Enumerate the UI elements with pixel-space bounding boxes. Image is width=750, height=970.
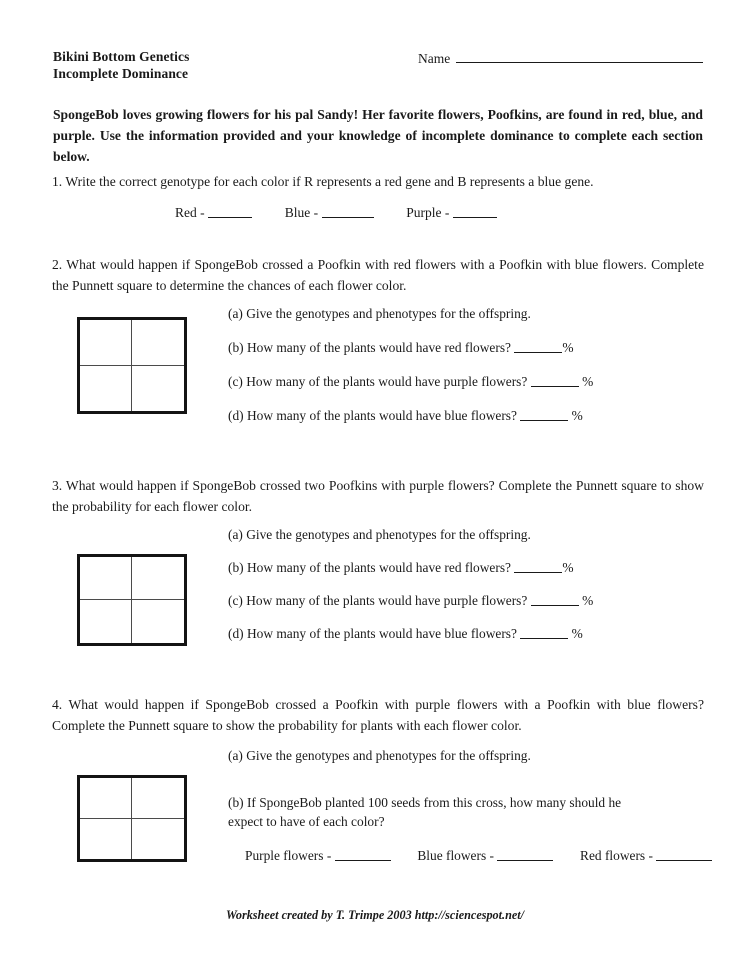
q1-blue-blank[interactable]: [322, 205, 374, 218]
question-3-text: 3. What would happen if SpongeBob crossed two Poofkins with purple flowers? Complete the Punnett square to show the probability for each flower color.: [52, 478, 704, 514]
question-4-text: 4. What would happen if SpongeBob crossed a Poofkin with purple flowers with a Poofkin with blue flowers? Complete the Punnett square to show the probability for plants with each flower color.: [52, 697, 704, 733]
question-4-subitems: [228, 747, 704, 832]
q2-purple-percent-blank[interactable]: [531, 374, 579, 387]
q1-purple-label: Purple -: [406, 205, 450, 220]
q3-sub-c-label: (c) How many of the plants would have purple flowers?: [228, 593, 528, 608]
q2-blue-percent-blank[interactable]: [520, 408, 568, 421]
q4-purple-blank[interactable]: [335, 848, 391, 861]
punnett-cell[interactable]: [80, 320, 132, 366]
punnett-cell[interactable]: [80, 778, 132, 819]
q4-sub-b-line-2: expect to have of each color?: [228, 814, 385, 829]
q3-purple-percent-blank[interactable]: [531, 593, 579, 606]
punnett-square-q4[interactable]: [77, 775, 187, 862]
punnett-cell[interactable]: [132, 366, 184, 412]
punnett-cell[interactable]: [80, 557, 132, 600]
q2-sub-b-label: (b) How many of the plants would have red flowers?: [228, 340, 511, 355]
punnett-square-q3[interactable]: [77, 554, 187, 646]
q2-purple-percent-symbol: %: [582, 374, 594, 389]
punnett-cell[interactable]: [132, 557, 184, 600]
punnett-cell[interactable]: [132, 778, 184, 819]
footer-credit: Worksheet created by T. Trimpe 2003 http://sciencespot.net/: [225, 908, 525, 922]
punnett-cell[interactable]: [80, 600, 132, 643]
q2-red-percent-blank[interactable]: [514, 340, 562, 353]
title-line-1: Bikini Bottom Genetics: [53, 49, 190, 64]
q4-red-label: Red flowers -: [580, 848, 653, 863]
q3-sub-a: (a) Give the genotypes and phenotypes for the offspring.: [228, 527, 531, 542]
q3-blue-percent-symbol: %: [571, 626, 583, 641]
punnett-square-q2[interactable]: [77, 317, 187, 414]
q2-sub-d-label: (d) How many of the plants would have blue flowers?: [228, 408, 517, 423]
q3-red-percent-symbol: %: [562, 560, 574, 575]
q2-red-percent-symbol: %: [562, 340, 574, 355]
intro-paragraph: SpongeBob loves growing flowers for his pal Sandy! Her favorite flowers, Poofkins, are found in red, blue, and purple. Use the information provided and your knowledge of incomplete dominance to complete each section below.: [53, 107, 703, 164]
page-header: [53, 48, 703, 82]
q2-sub-c-label: (c) How many of the plants would have purple flowers?: [228, 374, 528, 389]
name-input-line[interactable]: [456, 49, 703, 63]
q3-red-percent-blank[interactable]: [514, 560, 562, 573]
title-line-2: Incomplete Dominance: [53, 66, 189, 81]
q4-red-blank[interactable]: [656, 848, 712, 861]
question-2-text: 2. What would happen if SpongeBob crossed a Poofkin with red flowers with a Poofkin with blue flowers. Complete the Punnett square to determine the chances of each flower color.: [52, 257, 704, 293]
q3-purple-percent-symbol: %: [582, 593, 594, 608]
punnett-cell[interactable]: [80, 819, 132, 860]
q1-purple-blank[interactable]: [453, 205, 497, 218]
q4-blue-label: Blue flowers -: [417, 848, 494, 863]
q4-purple-label: Purple flowers -: [245, 848, 332, 863]
q3-sub-d: [228, 625, 704, 658]
q4-sub-a: (a) Give the genotypes and phenotypes for the offspring.: [228, 748, 531, 763]
q2-sub-b: [228, 339, 704, 373]
q3-sub-c: [228, 592, 704, 625]
question-3-subitems: [228, 526, 704, 658]
q3-sub-b-label: (b) How many of the plants would have red flowers?: [228, 560, 511, 575]
question-1-text: 1. Write the correct genotype for each color if R represents a red gene and B represents a blue gene.: [52, 174, 594, 189]
q1-red-blank[interactable]: [208, 205, 252, 218]
q2-blue-percent-symbol: %: [571, 408, 583, 423]
q3-sub-b: [228, 559, 704, 592]
punnett-cell[interactable]: [132, 320, 184, 366]
punnett-cell[interactable]: [80, 366, 132, 412]
q1-blue-label: Blue -: [284, 205, 319, 220]
worksheet-title: [53, 48, 353, 82]
q4-sub-b-line-1: (b) If SpongeBob planted 100 seeds from this cross, how many should he: [228, 795, 622, 810]
q2-sub-c: [228, 373, 704, 407]
punnett-cell[interactable]: [132, 600, 184, 643]
q1-red-label: Red -: [175, 205, 205, 220]
name-label: Name: [418, 51, 451, 66]
punnett-cell[interactable]: [132, 819, 184, 860]
q2-sub-d: [228, 407, 704, 441]
question-4-color-blanks: [245, 848, 712, 864]
q4-blue-blank[interactable]: [497, 848, 553, 861]
name-field-group: [353, 48, 703, 67]
q3-blue-percent-blank[interactable]: [520, 626, 568, 639]
q2-sub-a: (a) Give the genotypes and phenotypes for the offspring.: [228, 306, 531, 321]
question-2-subitems: [228, 305, 704, 441]
question-1-answers: [175, 205, 497, 221]
q3-sub-d-label: (d) How many of the plants would have blue flowers?: [228, 626, 517, 641]
